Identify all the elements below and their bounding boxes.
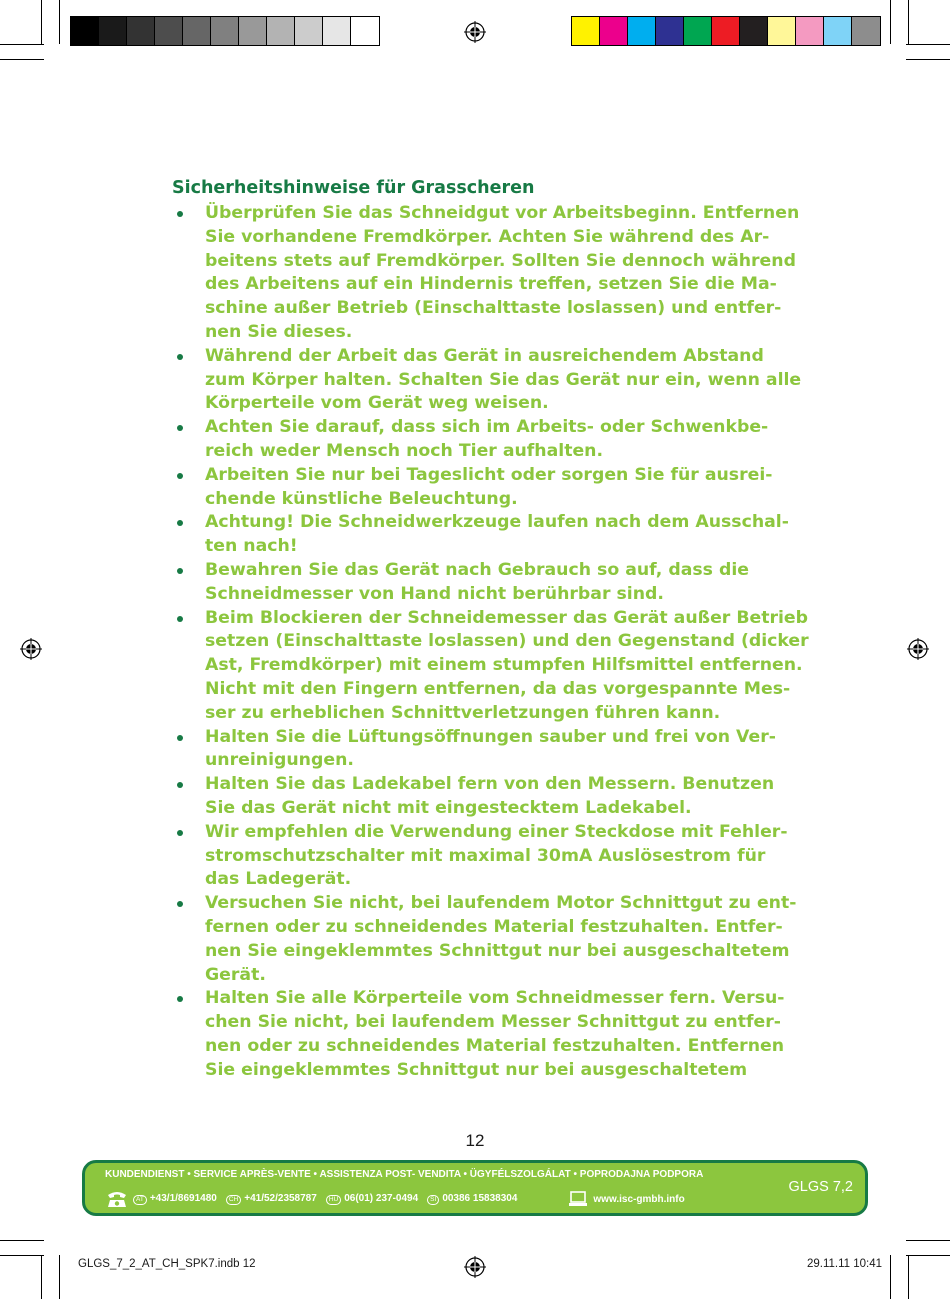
text-line: Während der Arbeit das Gerät in ausreichendem Abstand	[205, 345, 764, 366]
phone-list	[133, 1193, 526, 1205]
color-swatch	[183, 17, 211, 45]
color-swatch	[656, 17, 684, 45]
list-item	[172, 202, 812, 345]
text-line: Wir empfehlen die Verwendung einer Steckdose mit Fehler-	[205, 821, 788, 842]
list-item	[172, 607, 812, 726]
color-swatch	[239, 17, 267, 45]
color-swatch	[852, 17, 880, 45]
text-line: chende künstliche Beleuchtung.	[205, 488, 518, 509]
country-code-badge: HU	[326, 1195, 341, 1205]
text-line: Ast, Fremdkörper) mit einem stumpfen Hilfsmittel entfernen.	[205, 655, 803, 676]
crop-mark	[890, 1255, 891, 1299]
list-item	[172, 773, 812, 821]
color-swatch	[155, 17, 183, 45]
bullet-icon	[177, 735, 183, 741]
crop-mark	[0, 1255, 44, 1256]
list-item	[172, 511, 812, 559]
crop-mark	[906, 59, 950, 60]
color-swatch	[323, 17, 351, 45]
text-line: Bewahren Sie das Gerät nach Gebrauch so auf, dass die	[205, 559, 749, 580]
text-line: beitens stets auf Fremdkörper. Sollten Sie dennoch während	[205, 250, 796, 271]
list-item	[172, 892, 812, 987]
bullet-icon	[177, 901, 183, 907]
text-line: Achten Sie darauf, dass sich im Arbeits- oder Schwenkbe-	[205, 417, 769, 438]
text-line: Sie eingeklemmtes Schnittgut nur bei ausgeschaltetem	[205, 1059, 748, 1080]
bullet-icon	[177, 830, 183, 836]
country-code-badge: AT	[133, 1195, 147, 1205]
text-line: des Arbeitens auf ein Hindernis treffen, setzen Sie die Ma-	[205, 274, 777, 295]
text-line: stromschutzschalter mit maximal 30mA Auslösestrom für	[205, 845, 766, 866]
color-swatch	[740, 17, 768, 45]
text-line: Arbeiten Sie nur bei Tageslicht oder sorgen Sie für ausrei-	[205, 464, 773, 485]
crop-mark	[41, 0, 42, 44]
text-line: unreinigungen.	[205, 750, 354, 771]
color-swatch	[211, 17, 239, 45]
color-swatch	[628, 17, 656, 45]
color-swatch	[295, 17, 323, 45]
text-line: nen oder zu schneidendes Material festzuhalten. Entfernen	[205, 1035, 785, 1056]
phone-number: 06(01) 237-0494	[344, 1193, 419, 1204]
text-line: nen Sie eingeklemmtes Schnittgut nur bei ausgeschaltetem	[205, 940, 790, 961]
list-item	[172, 345, 812, 416]
registration-mark-icon	[464, 21, 486, 43]
text-line: zum Körper halten. Schalten Sie das Gerät nur ein, wenn alle	[205, 369, 802, 390]
color-swatch	[572, 17, 600, 45]
color-swatch	[796, 17, 824, 45]
bullet-icon	[177, 473, 183, 479]
crop-mark	[908, 1255, 909, 1299]
registration-mark-icon	[20, 638, 42, 660]
crop-mark	[906, 1240, 950, 1241]
text-line: Halten Sie das Ladekabel fern von den Messern. Benutzen	[205, 774, 775, 795]
website-link[interactable]: www.isc-gmbh.info	[593, 1193, 685, 1205]
list-item	[172, 726, 812, 774]
service-title: KUNDENDIENST • SERVICE APRÈS-VENTE • ASSISTENZA POST- VENDITA • ÜGYFÉLSZOLGÁLAT • POPRODAJNA PODPORA	[105, 1169, 704, 1180]
color-swatch	[768, 17, 796, 45]
phone-number: +43/1/8691480	[149, 1193, 217, 1204]
list-item	[172, 464, 812, 512]
bullet-icon	[177, 568, 183, 574]
text-line: Nicht mit den Fingern entfernen, da das vorgespannte Mes-	[205, 678, 791, 699]
text-line: Schneidmesser von Hand nicht berührbar sind.	[205, 583, 664, 604]
crop-mark	[59, 1255, 60, 1299]
color-swatch	[99, 17, 127, 45]
phone-number: +41/52/2358787	[244, 1193, 317, 1204]
crop-mark	[0, 1240, 44, 1241]
text-line: nen Sie dieses.	[205, 321, 353, 342]
bullet-icon	[177, 996, 183, 1002]
text-line: ser zu erheblichen Schnittverletzungen führen kann.	[205, 702, 721, 723]
computer-icon	[568, 1191, 588, 1207]
grayscale-color-bar	[70, 16, 380, 46]
date-slug: 29.11.11 10:41	[806, 1258, 882, 1270]
color-swatch	[351, 17, 379, 45]
process-color-bar	[571, 16, 881, 46]
page-number: 12	[465, 1131, 485, 1150]
text-line: Versuchen Sie nicht, bei laufendem Motor Schnittgut zu ent-	[205, 893, 797, 914]
crop-mark	[906, 44, 950, 45]
color-swatch	[127, 17, 155, 45]
text-line: ten nach!	[205, 536, 298, 557]
crop-mark	[0, 59, 44, 60]
bullet-icon	[177, 211, 183, 217]
list-item	[172, 821, 812, 892]
text-line: Halten Sie die Lüftungsöffnungen sauber und frei von Ver-	[205, 726, 776, 747]
phone-icon	[105, 1190, 129, 1208]
text-line: setzen (Einschalttaste loslassen) und den Gegenstand (dicker	[205, 631, 809, 652]
bullet-icon	[177, 354, 183, 360]
customer-service-box	[82, 1160, 868, 1216]
text-line: Beim Blockieren der Schneidemesser das Gerät außer Betrieb	[205, 607, 809, 628]
color-swatch	[684, 17, 712, 45]
text-line: Körperteile vom Gerät weg weisen.	[205, 393, 549, 414]
text-line: Gerät.	[205, 964, 266, 985]
text-line: Sie vorhandene Fremdkörper. Achten Sie während des Ar-	[205, 226, 770, 247]
list-item	[172, 987, 812, 1082]
text-line: Überprüfen Sie das Schneidgut vor Arbeitsbeginn. Entfernen	[205, 203, 800, 223]
registration-mark-icon	[907, 638, 929, 660]
crop-mark	[908, 0, 909, 44]
country-code-badge: SI	[427, 1195, 439, 1205]
list-item	[172, 559, 812, 607]
text-line: fernen oder zu schneidendes Material festzuhalten. Entfer-	[205, 916, 783, 937]
section-heading: Sicherheitshinweise für Grasscheren	[172, 178, 535, 198]
text-line: reich weder Mensch noch Tier aufhalten.	[205, 440, 604, 461]
list-item	[172, 416, 812, 464]
crop-mark	[0, 44, 44, 45]
color-swatch	[71, 17, 99, 45]
text-line: Sie das Gerät nicht mit eingestecktem Ladekabel.	[205, 797, 692, 818]
crop-mark	[41, 1255, 42, 1299]
bullet-icon	[177, 520, 183, 526]
text-line: Halten Sie alle Körperteile vom Schneidmesser fern. Versu-	[205, 988, 785, 1009]
registration-mark-icon	[464, 1256, 486, 1278]
text-line: das Ladegerät.	[205, 869, 352, 890]
file-slug: GLGS_7_2_AT_CH_SPK7.indb 12	[78, 1258, 256, 1270]
bullet-icon	[177, 782, 183, 788]
color-swatch	[600, 17, 628, 45]
contact-row	[105, 1189, 685, 1209]
bullet-icon	[177, 616, 183, 622]
safety-instructions	[172, 202, 812, 1082]
crop-mark	[59, 0, 60, 44]
color-swatch	[267, 17, 295, 45]
model-label: GLGS 7,2	[788, 1179, 853, 1195]
phone-number: 00386 15838304	[442, 1193, 518, 1204]
crop-mark	[906, 1255, 950, 1256]
crop-mark	[890, 0, 891, 44]
color-swatch	[824, 17, 852, 45]
text-line: Achtung! Die Schneidwerkzeuge laufen nach dem Ausschal-	[205, 512, 789, 533]
bullet-icon	[177, 425, 183, 431]
text-line: chen Sie nicht, bei laufendem Messer Schnittgut zu entfer-	[205, 1012, 781, 1033]
text-line: schine außer Betrieb (Einschalttaste loslassen) und entfer-	[205, 298, 782, 319]
color-swatch	[712, 17, 740, 45]
country-code-badge: CH	[226, 1195, 241, 1205]
bullet-list	[172, 202, 812, 1082]
